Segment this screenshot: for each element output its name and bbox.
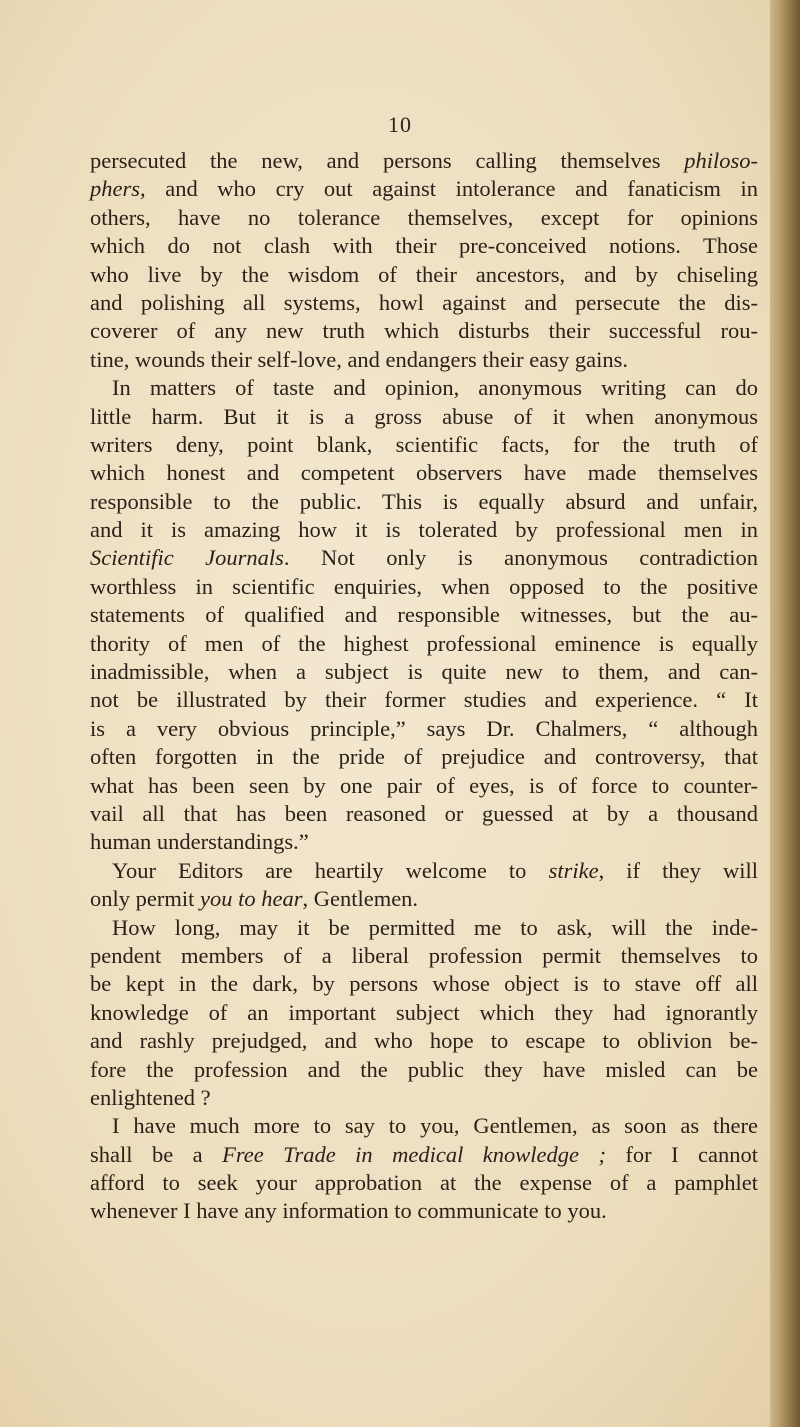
text-run: Your Editors are heartily welcome to: [112, 857, 549, 883]
book-spine-edge: [770, 0, 800, 1427]
text-run: not be illustrated by their former studies and experience. “ It: [90, 687, 758, 713]
text-run: afford to seek your approbation at the expense of a pamphlet: [90, 1170, 758, 1196]
italic-text: Scientific Journals: [90, 545, 284, 571]
text-line: [90, 1027, 758, 1055]
text-line: [90, 346, 758, 374]
text-line: [90, 658, 758, 686]
text-run: How long, may it be permitted me to ask, will the inde-: [112, 914, 758, 940]
text-line: [90, 857, 758, 885]
page-number: 10: [388, 112, 412, 137]
text-run: worthless in scientific enquiries, when opposed to the positive: [90, 573, 758, 599]
text-line: [90, 175, 758, 203]
text-run: which honest and competent observers have made themselves: [90, 460, 758, 486]
text-run: responsible to the public. This is equally absurd and unfair,: [90, 488, 758, 514]
text-run: shall be a: [90, 1141, 223, 1167]
text-line: [90, 1169, 758, 1197]
text-line: [90, 544, 758, 572]
text-run: thority of men of the highest professional eminence is equally: [90, 630, 758, 656]
text-run: others, have no tolerance themselves, except for opinions: [90, 204, 758, 230]
italic-text: Free Trade in medical knowledge ;: [222, 1141, 606, 1167]
text-run: I have much more to say to you, Gentlemen, as soon as there: [112, 1113, 758, 1139]
text-line: [90, 573, 758, 601]
text-line: [90, 261, 758, 289]
text-line: [90, 800, 758, 828]
text-run: and polishing all systems, howl against and persecute the dis-: [90, 289, 758, 315]
text-run: little harm. But it is a gross abuse of it when anonymous: [90, 403, 758, 429]
text-run: enlightened ?: [90, 1084, 211, 1110]
text-line: [90, 1112, 758, 1140]
text-run: knowledge of an important subject which they had ignorantly: [90, 999, 758, 1025]
text-run: only permit: [90, 886, 200, 912]
text-run: , Gentlemen.: [302, 886, 419, 912]
body-text: [90, 147, 758, 1226]
text-run: fore the profession and the public they have misled can be: [90, 1056, 758, 1082]
text-run: coverer of any new truth which disturbs their successful rou-: [90, 318, 758, 344]
text-run: writers deny, point blank, scientific facts, for the truth of: [90, 431, 758, 457]
text-run: pendent members of a liberal profession permit themselves to: [90, 942, 758, 968]
text-line: [90, 431, 758, 459]
text-line: [90, 914, 758, 942]
text-run: inadmissible, when a subject is quite new to them, and can-: [90, 659, 758, 685]
text-run: be kept in the dark, by persons whose object is to stave off all: [90, 971, 758, 997]
text-run: . Not only is anonymous contradiction: [283, 545, 758, 571]
text-line: [90, 459, 758, 487]
text-line: [90, 999, 758, 1027]
text-line: [90, 1197, 758, 1225]
text-run: , if they will: [598, 857, 759, 883]
text-line: [90, 970, 758, 998]
text-line: [90, 204, 758, 232]
text-line: [90, 942, 758, 970]
text-run: tine, wounds their self-love, and endangers their easy gains.: [90, 346, 628, 372]
text-run: persecuted the new, and persons calling themselves: [90, 148, 685, 173]
text-line: [90, 601, 758, 629]
italic-text: philoso-: [684, 148, 758, 173]
text-run: is a very obvious principle,” says Dr. Chalmers, “ although: [90, 715, 758, 741]
text-line: [90, 828, 758, 856]
text-run: and it is amazing how it is tolerated by professional men in: [90, 517, 758, 543]
text-run: In matters of taste and opinion, anonymous writing can do: [112, 375, 758, 401]
text-line: [90, 488, 758, 516]
text-run: which do not clash with their pre-conceived notions. Those: [90, 233, 758, 259]
text-line: [90, 374, 758, 402]
text-line: [90, 715, 758, 743]
text-run: human understandings.”: [90, 829, 309, 855]
text-line: [90, 232, 758, 260]
italic-text: you to hear: [199, 886, 303, 912]
text-line: [90, 317, 758, 345]
text-line: [90, 289, 758, 317]
text-run: what has been seen by one pair of eyes, is of force to counter-: [90, 772, 758, 798]
text-run: , and who cry out against intolerance and fanaticism in: [140, 176, 758, 202]
text-run: and rashly prejudged, and who hope to escape to oblivion be-: [90, 1028, 758, 1054]
text-line: [90, 686, 758, 714]
text-run: who live by the wisdom of their ancestors, and by chiseling: [90, 261, 758, 287]
text-run: whenever I have any information to communicate to you.: [90, 1198, 607, 1224]
text-line: [90, 516, 758, 544]
text-line: [90, 1056, 758, 1084]
text-line: [90, 147, 758, 175]
text-line: [90, 1084, 758, 1112]
text-line: [90, 1141, 758, 1169]
text-run: often forgotten in the pride of prejudice and controversy, that: [90, 744, 758, 770]
italic-text: phers: [90, 176, 140, 202]
text-line: [90, 743, 758, 771]
text-line: [90, 772, 758, 800]
italic-text: strike: [548, 857, 599, 883]
text-line: [90, 403, 758, 431]
text-line: [90, 630, 758, 658]
text-run: statements of qualified and responsible witnesses, but the au-: [90, 602, 758, 628]
text-run: vail all that has been reasoned or guessed at by a thousand: [90, 800, 758, 826]
text-line: [90, 885, 758, 913]
text-run: for I cannot: [605, 1141, 758, 1167]
